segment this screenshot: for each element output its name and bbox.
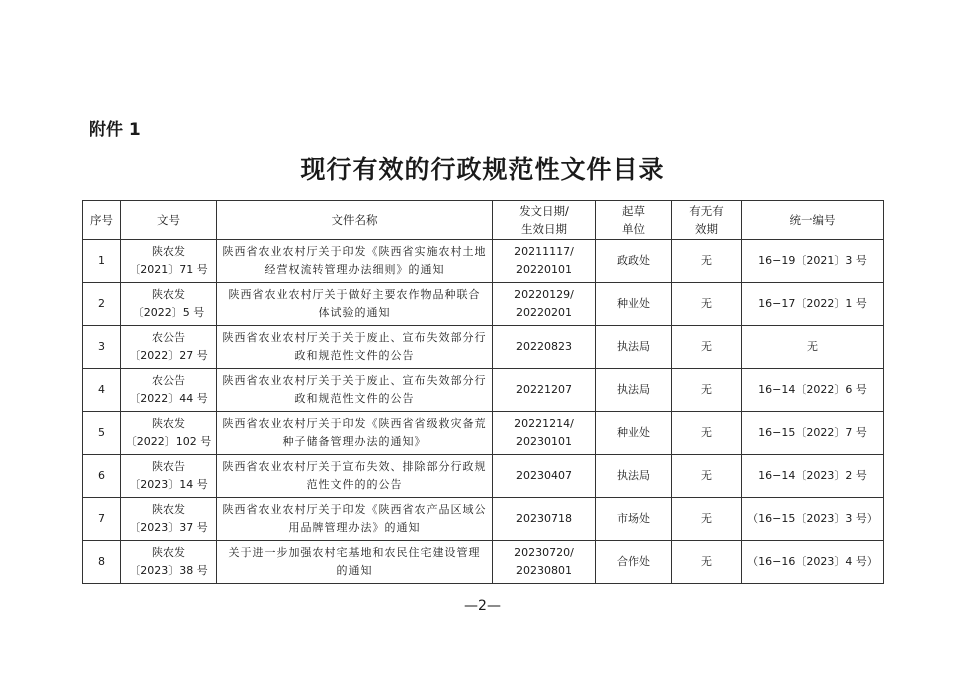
cell-validity: 无 (672, 369, 742, 412)
doc-no-line1: 陕农发 (152, 245, 185, 258)
cell-doc-no (121, 369, 217, 412)
name-line1: 陕西省农业农村厅关于关于废止、宣布失效部分行 (222, 331, 487, 344)
table-row (83, 498, 884, 541)
cell-dates (493, 498, 596, 541)
cell-name (217, 541, 493, 584)
cell-doc-no (121, 326, 217, 369)
cell-validity: 无 (672, 240, 742, 283)
name-line1: 陕西省农业农村厅关于关于废止、宣布失效部分行 (222, 374, 487, 387)
date-line1: 20220129/ (514, 288, 574, 301)
header-unit-line2: 单位 (622, 222, 645, 236)
header-validity-line2: 效期 (695, 222, 718, 236)
cell-seq: 5 (83, 412, 121, 455)
header-doc-no: 文号 (121, 201, 217, 240)
cell-validity: 无 (672, 541, 742, 584)
header-name: 文件名称 (217, 201, 493, 240)
date-line1: 20211117/ (514, 245, 574, 258)
cell-code: （16−15〔2023〕3 号） (742, 498, 884, 541)
table-row (83, 326, 884, 369)
doc-no-line1: 陕农告 (152, 460, 185, 473)
cell-code: 无 (742, 326, 884, 369)
cell-doc-no (121, 240, 217, 283)
header-dates (493, 201, 596, 240)
cell-dates (493, 369, 596, 412)
header-dates-line2: 生效日期 (521, 222, 567, 236)
doc-no-line1: 农公告 (152, 331, 185, 344)
attachment-label: 附件 1 (89, 120, 141, 140)
doc-no-line1: 陕农发 (152, 288, 185, 301)
header-unit (596, 201, 672, 240)
name-line1: 陕西省农业农村厅关于做好主要农作物品种联合 (228, 288, 481, 301)
page-number: —2— (464, 598, 501, 614)
document-list-table (82, 200, 884, 584)
cell-validity: 无 (672, 455, 742, 498)
date-line1: 20221214/ (514, 417, 574, 430)
cell-doc-no (121, 541, 217, 584)
cell-code: 16−15〔2022〕7 号 (742, 412, 884, 455)
cell-unit: 市场处 (596, 498, 672, 541)
doc-no-line2: 〔2021〕71 号 (129, 263, 208, 276)
doc-no-line2: 〔2023〕38 号 (129, 564, 208, 577)
cell-name (217, 455, 493, 498)
name-line2: 经营权流转管理办法细则》的通知 (264, 263, 445, 276)
cell-validity: 无 (672, 498, 742, 541)
cell-code: 16−14〔2022〕6 号 (742, 369, 884, 412)
cell-seq: 8 (83, 541, 121, 584)
cell-dates (493, 455, 596, 498)
date-line1: 20230720/ (514, 546, 574, 559)
date-line2: 20220101 (516, 263, 572, 276)
cell-doc-no (121, 283, 217, 326)
name-line2: 体试验的通知 (318, 306, 391, 319)
table-header-row (83, 201, 884, 240)
header-unit-line1: 起草 (622, 204, 645, 218)
cell-unit: 政政处 (596, 240, 672, 283)
header-dates-line1: 发文日期/ (519, 204, 569, 218)
table-row (83, 283, 884, 326)
cell-unit: 种业处 (596, 283, 672, 326)
cell-code: 16−17〔2022〕1 号 (742, 283, 884, 326)
cell-dates (493, 283, 596, 326)
cell-dates (493, 240, 596, 283)
cell-unit: 种业处 (596, 412, 672, 455)
cell-name (217, 412, 493, 455)
header-validity (672, 201, 742, 240)
name-line1: 陕西省农业农村厅关于印发《陕西省省级救灾备荒 (222, 417, 487, 430)
cell-name (217, 240, 493, 283)
name-line2: 种子储备管理办法的通知》 (282, 435, 427, 448)
header-seq: 序号 (83, 201, 121, 240)
cell-seq: 2 (83, 283, 121, 326)
table-row (83, 455, 884, 498)
date-line2: 20230101 (516, 435, 572, 448)
date-line1: 20230407 (516, 469, 572, 482)
cell-name (217, 283, 493, 326)
doc-no-line1: 农公告 (152, 374, 185, 387)
cell-dates (493, 412, 596, 455)
date-line1: 20221207 (516, 383, 572, 396)
date-line2: 20220201 (516, 306, 572, 319)
table-row (83, 369, 884, 412)
name-line2: 政和规范性文件的公告 (294, 392, 415, 405)
name-line2: 范性文件的的公告 (306, 478, 403, 491)
name-line2: 政和规范性文件的公告 (294, 349, 415, 362)
cell-name (217, 498, 493, 541)
cell-dates (493, 541, 596, 584)
cell-name (217, 326, 493, 369)
cell-unit: 合作处 (596, 541, 672, 584)
cell-unit: 执法局 (596, 326, 672, 369)
date-line1: 20220823 (516, 340, 572, 353)
name-line1: 关于进一步加强农村宅基地和农民住宅建设管理 (228, 546, 481, 559)
document-title: 现行有效的行政规范性文件目录 (300, 155, 665, 184)
doc-no-line1: 陕农发 (152, 417, 185, 430)
cell-code: 16−19〔2021〕3 号 (742, 240, 884, 283)
name-line1: 陕西省农业农村厅关于印发《陕西省实施农村土地 (222, 245, 487, 258)
doc-no-line2: 〔2022〕102 号 (125, 435, 212, 448)
name-line2: 用品牌管理办法》的通知 (288, 521, 421, 534)
cell-seq: 4 (83, 369, 121, 412)
date-line2: 20230801 (516, 564, 572, 577)
doc-no-line2: 〔2022〕27 号 (129, 349, 208, 362)
cell-validity: 无 (672, 412, 742, 455)
cell-code: 16−14〔2023〕2 号 (742, 455, 884, 498)
cell-unit: 执法局 (596, 369, 672, 412)
cell-seq: 1 (83, 240, 121, 283)
table-row (83, 240, 884, 283)
cell-seq: 3 (83, 326, 121, 369)
cell-name (217, 369, 493, 412)
cell-code: （16−16〔2023〕4 号） (742, 541, 884, 584)
cell-doc-no (121, 455, 217, 498)
name-line2: 的通知 (336, 564, 373, 577)
name-line1: 陕西省农业农村厅关于印发《陕西省农产品区域公 (222, 503, 487, 516)
doc-no-line2: 〔2022〕44 号 (129, 392, 208, 405)
cell-doc-no (121, 412, 217, 455)
cell-seq: 7 (83, 498, 121, 541)
cell-dates (493, 326, 596, 369)
doc-no-line2: 〔2023〕37 号 (129, 521, 208, 534)
cell-validity: 无 (672, 326, 742, 369)
doc-no-line2: 〔2022〕5 号 (132, 306, 205, 319)
name-line1: 陕西省农业农村厅关于宣布失效、排除部分行政规 (222, 460, 487, 473)
doc-no-line1: 陕农发 (152, 546, 185, 559)
cell-validity: 无 (672, 283, 742, 326)
cell-seq: 6 (83, 455, 121, 498)
doc-no-line1: 陕农发 (152, 503, 185, 516)
cell-unit: 执法局 (596, 455, 672, 498)
header-validity-line1: 有无有 (689, 204, 724, 218)
header-code: 统一编号 (742, 201, 884, 240)
table-row (83, 412, 884, 455)
date-line1: 20230718 (516, 512, 572, 525)
cell-doc-no (121, 498, 217, 541)
table-row (83, 541, 884, 584)
doc-no-line2: 〔2023〕14 号 (129, 478, 208, 491)
